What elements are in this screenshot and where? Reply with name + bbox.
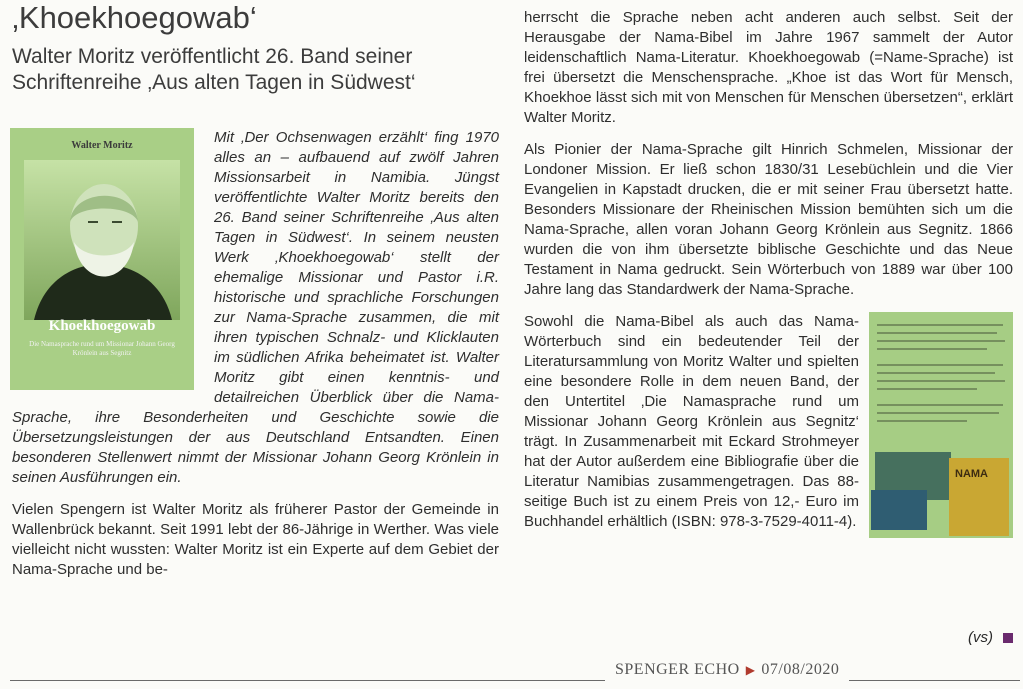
book-photo-label: NAMA	[955, 468, 988, 480]
back-cover-image	[869, 312, 1013, 538]
intro-paragraph	[12, 128, 499, 488]
paragraph-right-3	[524, 312, 1013, 532]
subheadline: Walter Moritz veröffentlicht 26. Band seiner Schriftenreihe ‚Aus alten Tagen in Südwest‘	[12, 45, 416, 94]
author-initials: (vs)	[968, 629, 993, 646]
left-column	[12, 128, 499, 592]
publication-name: SPENGER ECHO	[615, 661, 740, 678]
article-end	[524, 628, 1013, 648]
paragraph-right-1: herrscht die Sprache neben acht anderen auch selbst. Seit der Herausgabe der Nama-Bibel im Jahre 1967 sammelt der Autor leidenschaftlich Nama-Literatur. Khoekhoegowab (=Name-Sprache) ist frei übersetzt die Menschensprache. „Khoe ist das Wort für Mensch, Khoekhoe lässt sich mit von Menschen für Menschen übersetzen“, erklärt Walter Moritz.	[524, 9, 1013, 126]
cover-title: Khoekhoegowab	[48, 318, 156, 334]
landscape-photo	[871, 490, 927, 530]
cover-author: Walter Moritz	[71, 140, 133, 151]
image-wrap-spacer	[12, 128, 214, 398]
paragraph-right-2: Als Pionier der Nama-Sprache gilt Hinrich Schmelen, Missionar der Londoner Mission. Er ließ schon 1830/31 Lesebüchlein und die Vier Evangelien in Kapstadt drucken, die er mit seiner Frau übersetzt hatte. Besonders Missionare der Rheinischen Mission bemühten sich um die Nama-Sprache, allen voran Johann Georg Krönlein aus Segnitz. 1866 wurden die von ihm übersetzte biblische Geschichte und das Neue Testament in Nama gedruckt. Sein Wörterbuch von 1889 war über 100 Jahre lang das Standardwerk der Nama-Sprache.	[524, 141, 1013, 298]
footer-rule	[10, 680, 1020, 681]
intro-text: Mit ‚Der Ochsenwagen erzählt‘ fing 1970 alles an – aufbauend auf zwölf Jahren Missionsarbeit in Namibia. Jüngst veröffentlichte Walter Moritz bereits den 26. Band seiner Schriftenreihe ‚Aus alten Tagen in Südwest‘. In seinem neusten Werk ‚Khoekhoegowab‘ stellt der ehemalige Missionar und Pastor i.R. historische und sprachliche Forschungen zur Nama-Sprache zusammen, die mit ihren typischen Schnalz- und Klicklauten im südlichen Afrika beheimatet ist. Walter Moritz gibt einen kenntnis- und detailreichen Überblick über die Nama-Sprache, ihre Besonderheiten und Geschichte sowie die Übersetzungsleistungen der aus Deutschland Entsandten. Einen besonderen Stellenwert nimmt der Missionar Johann Georg Krönlein in seinen Ausführungen ein.	[12, 129, 499, 486]
publication-date: 07/08/2020	[761, 661, 840, 678]
cover-subtitle: Die Namasprache rund um Missionar Johann Georg Krönlein aus Segnitz	[29, 340, 175, 357]
book-photo	[949, 458, 1009, 536]
end-square-icon	[1003, 633, 1013, 643]
paragraph-left: Vielen Spengern ist Walter Moritz als früherer Pastor der Gemeinde in Wallenbrück bekannt. Seit 1991 lebt der 86-Jährige in Werther. Was viele vielleicht nicht wussten: Walter Moritz ist ein Experte auf dem Gebiet der Nama-Sprache und be-	[12, 501, 499, 578]
footer	[605, 656, 849, 684]
arrow-right-icon: ▶	[745, 663, 756, 677]
paragraph-right-3-text: Sowohl die Nama-Bibel als auch das Nama-Wörterbuch sind ein bedeutender Teil der Literatursammlung von Moritz Walter und spielten eine besondere Rolle in dem neuen Band, der den Untertitel ‚Die Namasprache rund um Missionar Johann Georg Krönlein aus Segnitz‘ trägt. In Zusammenarbeit mit Eckard Strohmeyer hat der Autor außerdem eine Bibliografie über die Literatur Namibias zusammengetragen. Das 88-seitige Buch ist zu einem Preis von 12,- Euro im Buchhandel erhältlich (ISBN: 978-3-7529-4011-4).	[524, 313, 859, 530]
headline: ‚Khoekhoegowab‘	[12, 0, 257, 35]
right-column	[524, 8, 1013, 544]
